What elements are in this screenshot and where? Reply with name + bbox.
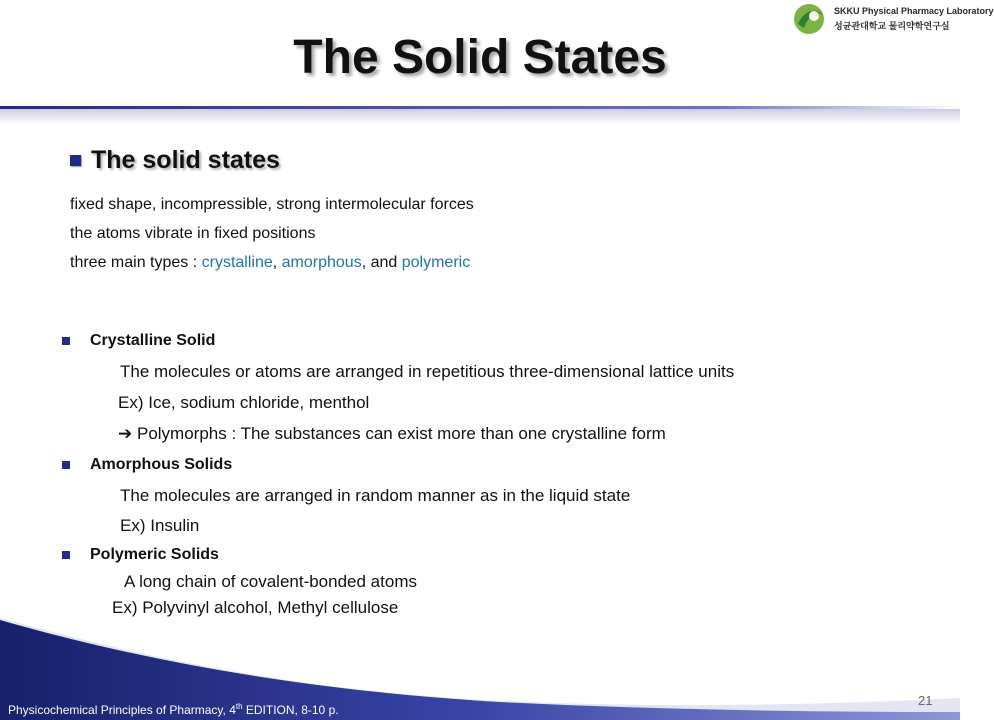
amorphous-heading-text: Amorphous Solids xyxy=(90,456,233,473)
footer-citation xyxy=(8,702,339,717)
square-bullet-icon xyxy=(62,337,70,345)
solid-types-line xyxy=(70,254,470,272)
title-underline xyxy=(0,104,960,126)
polymeric-description: A long chain of covalent-bonded atoms xyxy=(124,572,417,591)
solid-property-line-1: fixed shape, incompressible, strong intermolecular forces xyxy=(70,196,474,213)
polymorphs-note xyxy=(118,424,666,444)
types-separator-1: , xyxy=(272,254,282,271)
footer-superscript: th xyxy=(235,702,243,711)
polymeric-heading xyxy=(62,546,219,564)
section-heading xyxy=(70,146,280,175)
type-polymeric: polymeric xyxy=(401,254,471,271)
slide-title: The Solid States xyxy=(293,31,667,84)
amorphous-heading xyxy=(62,456,232,474)
polymeric-heading-text: Polymeric Solids xyxy=(90,546,219,563)
footer-swoosh xyxy=(0,590,960,720)
section-title: The solid states xyxy=(91,146,280,174)
solid-property-line-2: the atoms vibrate in fixed positions xyxy=(70,225,316,242)
crystalline-example: Ex) Ice, sodium chloride, menthol xyxy=(118,393,370,412)
logo-text-en: SKKU Physical Pharmacy Laboratory xyxy=(834,6,994,16)
logo-text-ko: 성균관대학교 물리약학연구실 xyxy=(834,21,950,31)
right-arrow-icon: ➔ xyxy=(118,424,133,443)
footer-citation-part-1: Physicochemical Principles of Pharmacy, 4 xyxy=(8,703,236,717)
polymeric-example: Ex) Polyvinyl alcohol, Methyl cellulose xyxy=(112,598,399,617)
amorphous-description: The molecules are arranged in random manner as in the liquid state xyxy=(120,486,631,505)
crystalline-heading xyxy=(62,332,215,350)
types-separator-2: , and xyxy=(361,254,402,271)
amorphous-example: Ex) Insulin xyxy=(120,516,200,535)
type-amorphous: amorphous xyxy=(281,254,362,271)
footer-citation-part-2: EDITION, 8-10 p. xyxy=(242,703,339,717)
square-bullet-icon xyxy=(70,155,81,166)
polymorphs-note-text: Polymorphs : The substances can exist more than one crystalline form xyxy=(136,424,666,443)
types-prefix: three main types : xyxy=(70,254,202,271)
square-bullet-icon xyxy=(62,461,70,469)
page-number: 21 xyxy=(918,693,933,708)
square-bullet-icon xyxy=(62,551,70,559)
type-crystalline: crystalline xyxy=(201,254,273,271)
crystalline-description: The molecules or atoms are arranged in repetitious three-dimensional lattice units xyxy=(120,362,735,381)
crystalline-heading-text: Crystalline Solid xyxy=(90,332,216,349)
